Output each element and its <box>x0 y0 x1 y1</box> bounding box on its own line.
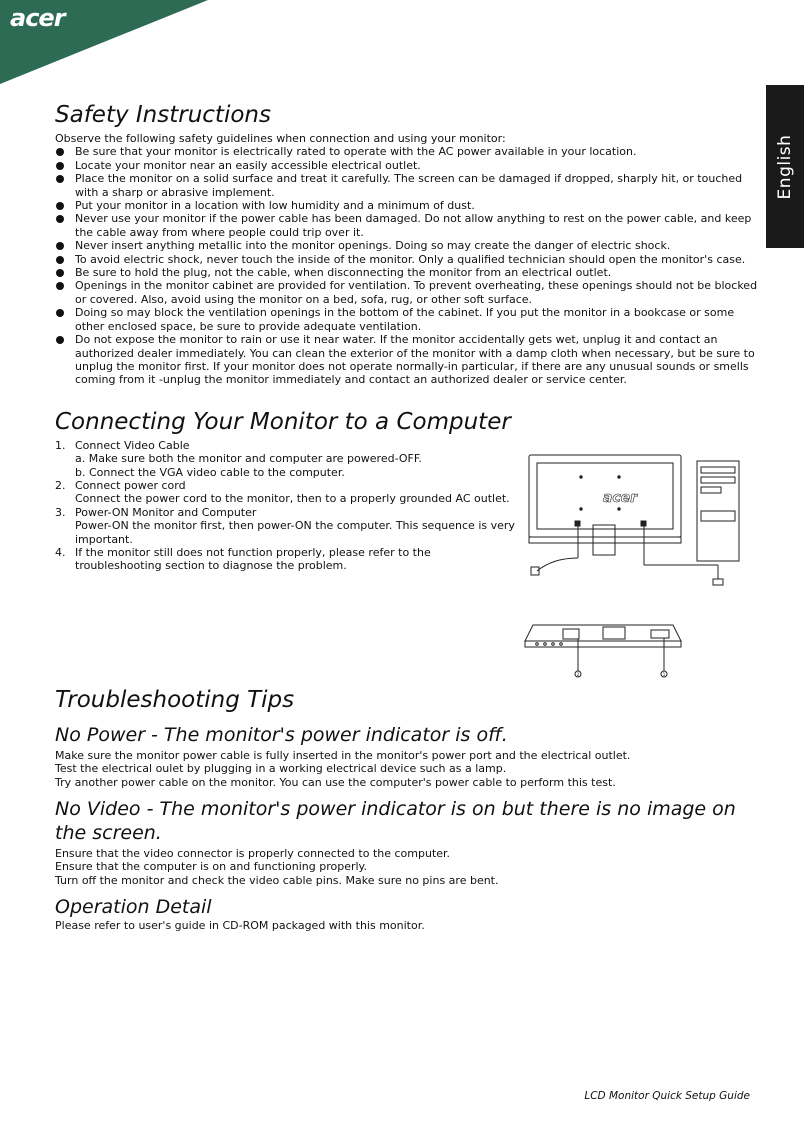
no-video-line: Ensure that the computer is on and functioning properly. <box>55 860 367 874</box>
step-line: Connect Video Cable <box>75 438 190 452</box>
safety-item: Never use your monitor if the power cable has been damaged. Do not allow anything to rest on the power cable, and keep the cable away from where people could trip over it. <box>55 212 760 239</box>
page-content <box>55 100 760 933</box>
no-video-line: Ensure that the video connector is properly connected to the computer. <box>55 847 451 860</box>
step-number: 4. <box>55 545 66 559</box>
acer-logo: acer <box>10 4 65 32</box>
safety-item: Never insert anything metallic into the monitor openings. Doing so may create the danger of electric shock. <box>55 239 760 252</box>
no-power-line: Try another power cable on the monitor. You can use the computer's power cable to perform this test. <box>55 775 616 789</box>
footer-guide-title: LCD Monitor Quick Setup Guide <box>584 1090 750 1102</box>
no-video-line: Turn off the monitor and check the video cable pins. Make sure no pins are bent. <box>55 873 499 887</box>
no-power-line: Test the electrical oulet by plugging in a working electrical device such as a lamp. <box>55 762 507 776</box>
step-number: 2. <box>55 478 66 492</box>
safety-item: To avoid electric shock, never touch the inside of the monitor. Only a qualified technician should open the monitor's case. <box>55 253 760 266</box>
step-line: Connect power cord <box>75 478 186 492</box>
no-power-line: Make sure the monitor power cable is fully inserted in the monitor's power port and the electrical outlet. <box>55 748 631 762</box>
step-line: Connect the power cord to the monitor, then to a properly grounded AC outlet. <box>75 492 510 506</box>
safety-list <box>55 145 760 386</box>
step-item <box>55 506 515 546</box>
step-line: Power-ON Monitor and Computer <box>75 505 257 519</box>
step-item <box>55 439 515 479</box>
connection-diagram <box>523 453 743 683</box>
operation-detail-title: Operation Detail <box>55 896 212 919</box>
safety-item: Locate your monitor near an easily accessible electrical outlet. <box>55 159 760 172</box>
step-item <box>55 479 515 506</box>
language-tab <box>766 85 804 248</box>
monitor-rear-illustration <box>529 455 723 585</box>
language-tab-label: English <box>775 134 795 199</box>
safety-item: Openings in the monitor cabinet are provided for ventilation. To prevent overheating, these openings should not be blocked or covered. Also, avoid using the monitor on a bed, sofa, rug, or other soft surface. <box>55 279 760 306</box>
step-line: Power-ON the monitor first, then power-ON the computer. This sequence is very important. <box>75 519 515 546</box>
safety-title: Safety Instructions <box>55 102 271 128</box>
connecting-steps <box>55 439 515 573</box>
safety-item: Place the monitor on a solid surface and treat it carefully. The screen can be damaged if dropped, sharply hit, or touched with a sharp or abrasive implement. <box>55 172 760 199</box>
safety-item: Doing so may block the ventilation openings in the bottom of the cabinet. If you put the monitor in a bookcase or some other enclosed space, be sure to provide adequate ventilation. <box>55 306 760 333</box>
no-video-title: No Video - The monitor's power indicator is on but there is no image on the screen. <box>55 798 736 844</box>
safety-item: Put your monitor in a location with low humidity and a minimum of dust. <box>55 199 760 212</box>
step-number: 1. <box>55 438 66 452</box>
step-item <box>55 546 515 573</box>
troubleshooting-title: Troubleshooting Tips <box>55 686 295 713</box>
brand-header <box>0 0 210 84</box>
step-line: a. Make sure both the monitor and computer are powered-OFF. <box>75 452 422 466</box>
computer-tower-illustration <box>697 461 739 561</box>
safety-item: Be sure that your monitor is electrically rated to operate with the AC power available in your location. <box>55 145 760 158</box>
operation-detail-line: Please refer to user's guide in CD-ROM packaged with this monitor. <box>55 919 425 933</box>
callout-label: 2 <box>576 671 580 677</box>
step-line: If the monitor still does not function properly, please refer to the troubleshooting section to diagnose the problem. <box>75 545 431 573</box>
no-power-title: No Power - The monitor's power indicator is off. <box>55 723 508 746</box>
monitor-bottom-illustration <box>525 625 681 677</box>
step-number: 3. <box>55 505 66 519</box>
step-line: b. Connect the VGA video cable to the computer. <box>75 465 345 479</box>
callout-label: 1 <box>662 671 666 677</box>
safety-item: Be sure to hold the plug, not the cable, when disconnecting the monitor from an electrical outlet. <box>55 266 760 279</box>
connecting-section <box>55 438 760 677</box>
safety-intro: Observe the following safety guidelines when connection and using your monitor: <box>55 132 506 145</box>
safety-item: Do not expose the monitor to rain or use it near water. If the monitor accidentally gets wet, unplug it and contact an authorized dealer immediately. You can clean the exterior of the monitor with a damp cloth when necessary, but be sure to unplug the monitor first. If your monitor does not operate normally-in particular, if there are any unusual sounds or smells coming from it -unplug the monitor immediately and contact an authorized dealer or service center. <box>55 333 760 387</box>
diagram-logo: acer <box>602 489 638 506</box>
connecting-title: Connecting Your Monitor to a Computer <box>55 408 511 435</box>
